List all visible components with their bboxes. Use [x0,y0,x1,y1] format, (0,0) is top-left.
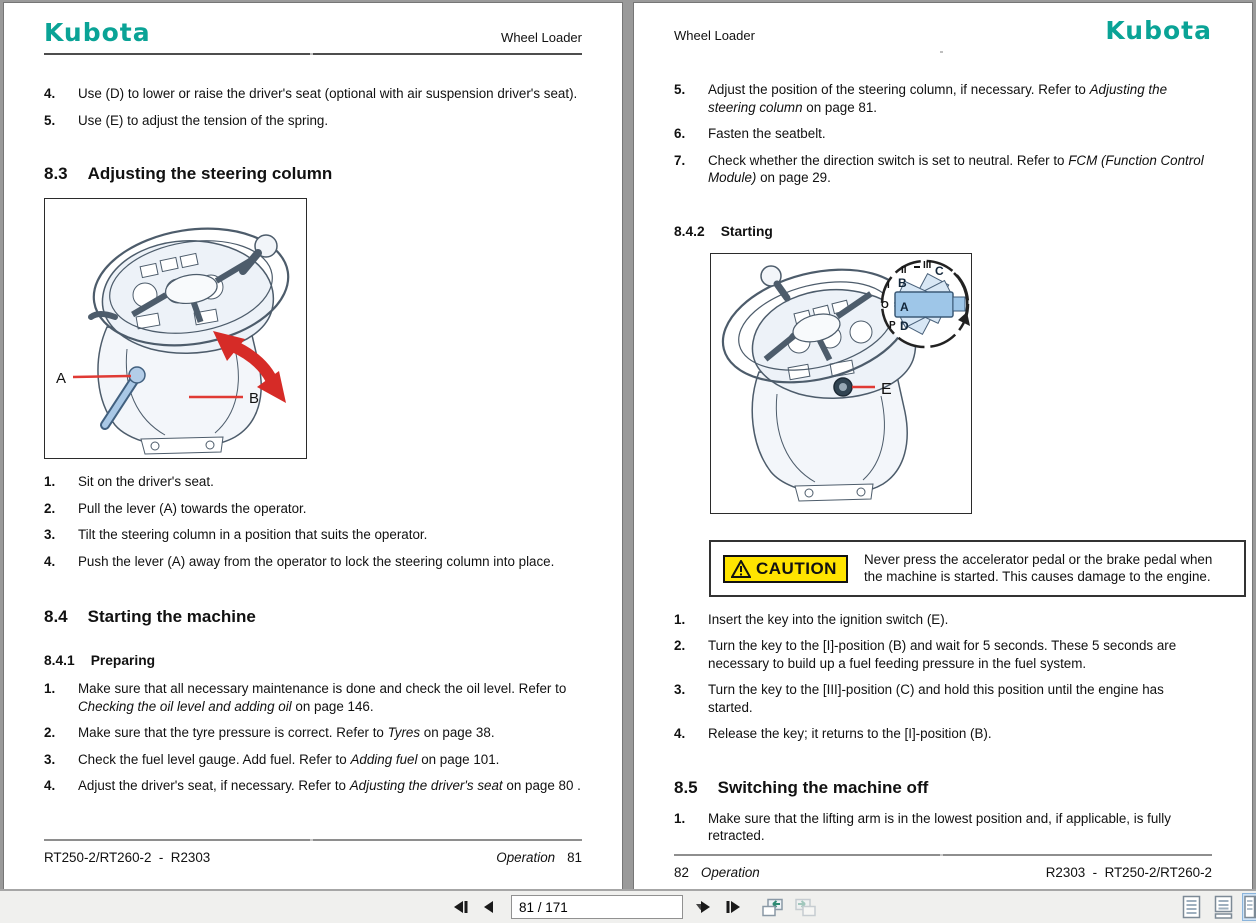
page-navigation [447,891,818,923]
ignition-switch-illustration [711,254,971,513]
footer-chapter: Operation [496,850,556,865]
ignition-switch-figure [710,253,972,514]
section-heading-85: 8.5 Switching the machine off [674,777,929,797]
figure-label-e: E [881,380,892,398]
list-item: 4. Use (D) to lower or raise the driver's seat (optional with air suspension driver's seat). [44,86,578,101]
next-view-button[interactable] [792,894,818,920]
footer-rule [674,854,1212,856]
page-header [674,3,1212,45]
footer-model: R2303 - RT250-2/RT260-2 [1045,864,1212,880]
list-item: 4. Push the lever (A) away from the operator to lock the steering column into place. [44,553,555,569]
next-page-icon [697,900,713,914]
list-item: 3. Check the fuel level gauge. Add fuel. Refer to Adding fuel on page 101. [44,751,500,767]
previous-view-button[interactable] [760,894,786,920]
list-item: 1. Make sure that all necessary maintenance is done and check the oil level. Refer to Checking the oil level and adding oil on page 146. [44,681,567,714]
two-page-view-button[interactable] [1242,893,1256,921]
key-pos-iii: III [923,259,932,271]
key-label-d: D [900,318,909,333]
page-header [44,3,582,47]
key-pos-i: I [887,279,890,291]
key-label-a: A [900,299,909,314]
header-rule [44,53,582,55]
page-footer [674,854,1212,890]
list-item: 2. Make sure that the tyre pressure is correct. Refer to Tyres on page 38. [44,725,495,740]
continuous-view-icon [1214,895,1233,919]
list-item: 6. Fasten the seatbelt. [674,126,826,141]
steering-column-illustration [45,199,306,458]
footer-page-number: 82 [674,864,689,880]
next-page-button[interactable] [692,894,718,920]
subsection-heading-842: 8.4.2 Starting [674,223,773,239]
footer-rule [44,839,582,841]
first-page-button[interactable] [447,894,473,920]
section-heading-83: 8.3 Adjusting the steering column [44,164,333,183]
list-item: 7. Check whether the direction switch is set to neutral. Refer to FCM (Function Control Module) on page 29. [674,152,1204,185]
list-item: 1. Make sure that the lifting arm is in the lowest position and, if applicable, is fully retracted. [674,810,1171,843]
caution-box [709,540,1246,597]
continuous-view-button[interactable] [1210,893,1236,921]
footer-chapter: Operation [700,864,760,880]
two-page-view-icon [1244,895,1256,919]
page-81 [3,2,623,889]
list-item: 2. Pull the lever (A) towards the operator. [44,500,307,516]
key-pos-ii: II [901,264,907,276]
figure-label-a: A [56,370,67,387]
list-item: 1. Insert the key into the ignition switch (E). [674,611,949,627]
key-pos-p: P [889,319,896,331]
page-82 [633,2,1253,889]
footer-model: RT250-2/RT260-2 - R2303 [44,850,211,865]
list-item: 4. Adjust the driver's seat, if necessary. Refer to Adjusting the driver's seat on page 80 . [44,778,581,793]
first-page-icon [451,900,469,914]
previous-page-button[interactable] [476,894,502,920]
previous-view-icon [762,898,784,917]
key-label-c: C [935,263,944,278]
caution-text: Never press the accelerator pedal or the brake pedal when the machine is started. This causes damage to the engine. [863,551,1213,584]
list-item: 4. Release the key; it returns to the [I]-position (B). [674,726,992,741]
single-page-view-icon [1182,895,1201,919]
list-item: 1. Sit on the driver's seat. [44,474,214,489]
viewer-toolbar [0,889,1256,923]
footer-page-number: 81 [567,850,582,865]
list-item: 3. Turn the key to the [III]-position (C) and hold this position until the engine has started. [674,682,1164,715]
kubota-logo: Kubota [44,18,151,47]
caution-badge: CAUTION [723,555,848,583]
warning-triangle-icon [731,560,751,578]
section-heading-84: 8.4 Starting the machine [44,607,256,626]
last-page-icon [725,900,743,914]
page-number-combo[interactable] [511,895,683,919]
list-item: 2. Turn the key to the [I]-position (B) and wait for 5 seconds. These 5 seconds are necessary to build up a fuel feeding pressure in the fuel system. [674,638,1177,671]
header-doc-title: Wheel Loader [674,28,755,43]
last-page-button[interactable] [721,894,747,920]
previous-page-icon [481,900,497,914]
page-layout-controls [1178,891,1256,923]
page-footer [44,839,582,889]
kubota-logo: Kubota [1105,16,1212,45]
list-item: 5. Use (E) to adjust the tension of the spring. [44,112,329,128]
key-position-diagram [881,260,970,347]
next-view-icon [794,898,816,917]
header-doc-title: Wheel Loader [501,30,582,45]
page-number-input[interactable] [512,900,696,915]
steering-column-figure [44,198,307,459]
figure-label-b: B [249,390,260,407]
list-item: 3. Tilt the steering column in a position that suits the operator. [44,527,428,542]
list-item: 5. Adjust the position of the steering column, if necessary. Refer to Adjusting the steering column on page 81. [674,82,1168,115]
key-label-b: B [898,275,907,290]
subsection-heading-841: 8.4.1 Preparing [44,653,156,668]
key-pos-o: O [881,299,889,311]
single-page-view-button[interactable] [1178,893,1204,921]
